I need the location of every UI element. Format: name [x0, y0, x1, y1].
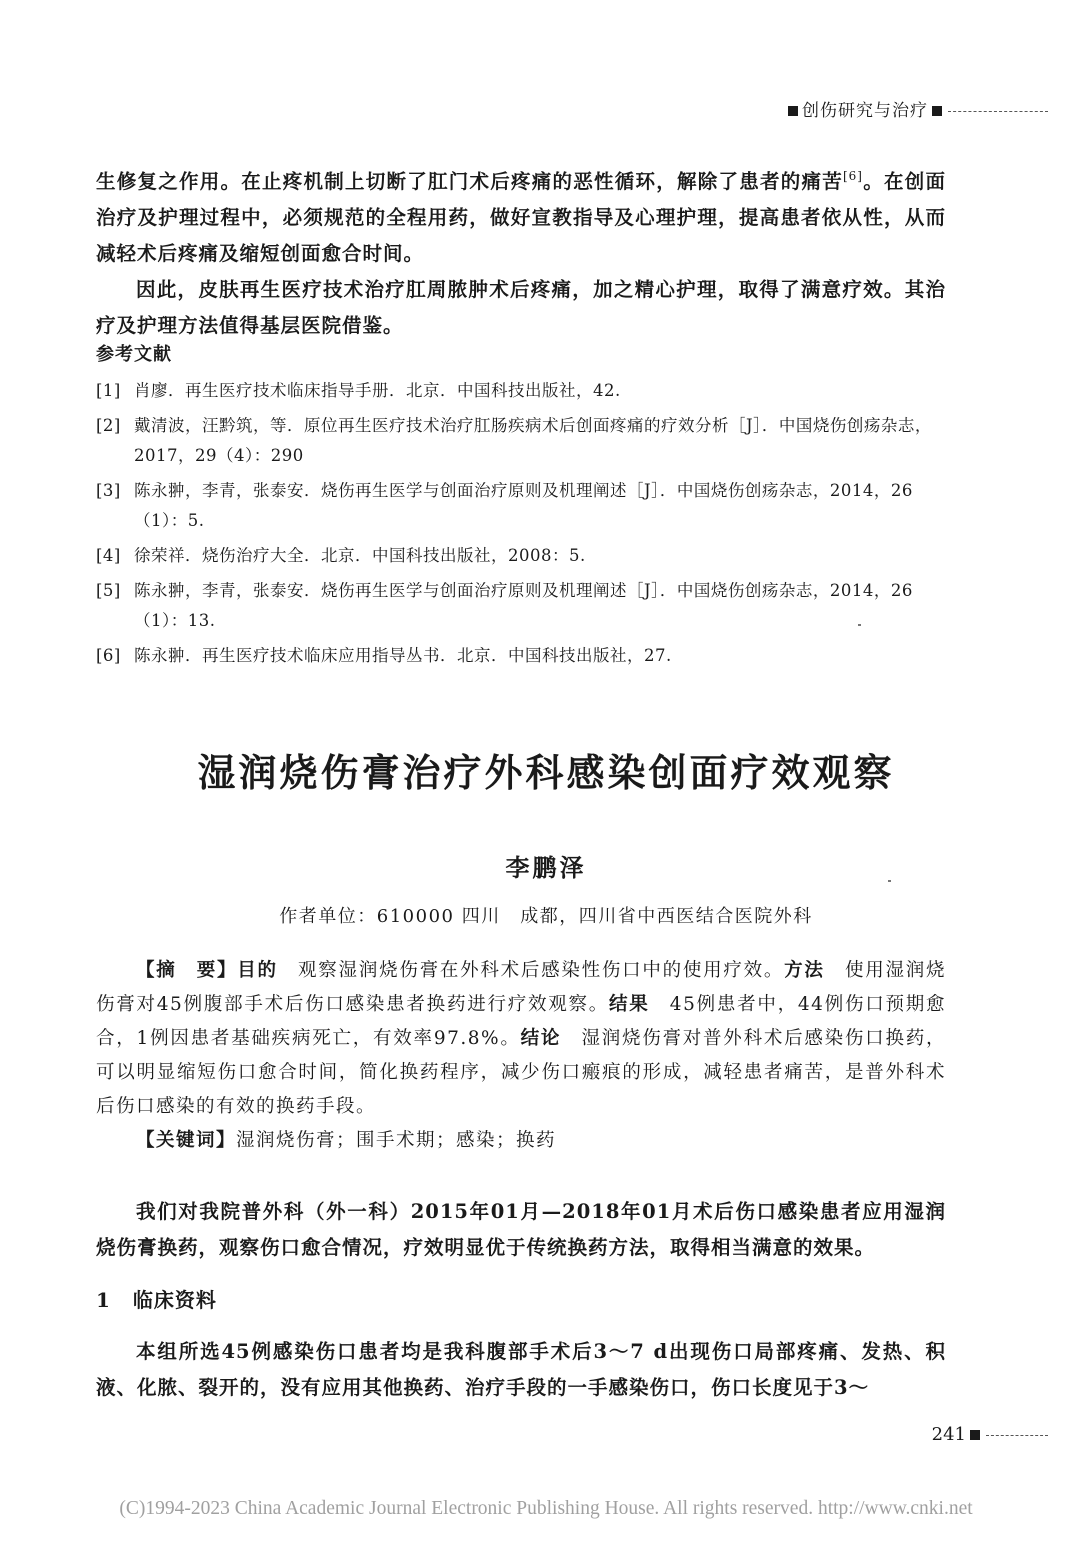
result-text: 45例患者中，44例伤口预期愈合，1例因患者基础疾病死亡，有效率97.8%。: [96, 994, 946, 1049]
section-1-text: 本组所选45例感染伤口患者均是我科腹部手术后3～7 d出现伤口局部疼痛、发热、积液、化脓、裂开的，没有应用其他换药、治疗手段的一手感染伤口，伤口长度见于3～: [96, 1340, 946, 1399]
copyright-notice: (C)1994-2023 China Academic Journal Electronic Publishing House. All rights reserved. http://www.cnki.net: [119, 1498, 973, 1519]
continued-p1-text: 生修复之作用。在止疼机制上切断了肛门术后疼痛的恶性循环，解除了患者的痛苦: [96, 170, 843, 193]
reference-item: [96, 376, 956, 406]
section-number: 1: [96, 1288, 111, 1312]
reference-item: [96, 541, 956, 571]
method-text: 使用湿润烧伤膏对45例腹部手术后伤口感染患者换药进行疗效观察。: [96, 960, 946, 1015]
running-header-text: 创伤研究与治疗: [802, 101, 928, 121]
reference-list: [96, 376, 956, 676]
abstract: [96, 954, 946, 1124]
citation-6: [6]: [842, 169, 863, 183]
reference-text: 戴清波，汪黔筑，等．原位再生医疗技术治疗肛肠疾病术后创面疼痛的疗效分析［J］．中国烧伤创疡杂志，2017，29（4）：290: [134, 416, 932, 465]
continued-p2-text: 因此，皮肤再生医疗技术治疗肛周脓肿术后疼痛，加之精心护理，取得了满意疗效。其治疗及护理方法值得基层医院借鉴。: [96, 278, 946, 337]
conclusion-label: 结论: [520, 1028, 562, 1049]
intro-paragraph: [96, 1194, 946, 1266]
abstract-label: 【摘 要】: [136, 960, 238, 981]
reference-number: [5]: [96, 581, 121, 600]
reference-text: 陈永翀，李青，张泰安．烧伤再生医学与创面治疗原则及机理阐述［J］．中国烧伤创疡杂志，2014，26（1）：5.: [134, 481, 913, 530]
method-label: 方法: [784, 960, 825, 981]
running-header: [784, 96, 1048, 121]
reference-text: 陈永翀，李青，张泰安．烧伤再生医学与创面治疗原则及机理阐述［J］．中国烧伤创疡杂志，2014，26（1）：13.: [134, 581, 913, 630]
section-title: 临床资料: [132, 1288, 217, 1312]
reference-text: 陈永翀．再生医疗技术临床应用指导丛书．北京．中国科技出版社，27.: [134, 646, 672, 665]
objective-label: 目的: [237, 960, 278, 981]
header-dashed-rule: [948, 111, 1048, 112]
page-number-text: 241: [931, 1424, 966, 1445]
article-author: 李鹏泽: [505, 853, 587, 882]
reference-text: 徐荣祥．烧伤治疗大全．北京．中国科技出版社，2008：5.: [134, 546, 586, 565]
reference-number: [6]: [96, 646, 121, 665]
reference-number: [4]: [96, 546, 121, 565]
references-heading: 参考文献: [96, 344, 172, 365]
conclusion-text: 湿润烧伤膏对普外科术后感染伤口换药，可以明显缩短伤口愈合时间，简化换药程序，减少伤口瘢痕的形成，减轻患者痛苦，是普外科术后伤口感染的有效的换药手段。: [96, 1028, 946, 1117]
square-bullet-icon: [932, 106, 942, 116]
objective-text: 观察湿润烧伤膏在外科术后感染性伤口中的使用疗效。: [277, 960, 785, 981]
keywords-label: 【关键词】: [136, 1130, 237, 1151]
reference-item: [96, 476, 956, 536]
article-title: 湿润烧伤膏治疗外科感染创面疗效观察: [197, 751, 895, 795]
footer-dashed-rule: [986, 1435, 1048, 1436]
reference-number: [1]: [96, 381, 121, 400]
reference-number: [2]: [96, 416, 121, 435]
reference-text: 肖廖．再生医疗技术临床指导手册．北京．中国科技出版社，42.: [134, 381, 621, 400]
scan-speck: [858, 624, 861, 626]
square-bullet-icon: [788, 106, 798, 116]
intro-text: 我们对我院普外科（外一科）2015年01月—2018年01月术后伤口感染患者应用湿润烧伤膏换药，观察伤口愈合情况，疗效明显优于传统换药方法，取得相当满意的效果。: [96, 1200, 946, 1259]
keywords: [96, 1124, 946, 1158]
page-number: [932, 1424, 1048, 1445]
reference-item: [96, 576, 956, 636]
reference-item: [96, 411, 956, 471]
keywords-text: 湿润烧伤膏；围手术期；感染；换药: [236, 1130, 557, 1151]
continued-p1-tail: 。在创面治疗及护理过程中，必须规范的全程用药，做好宣教指导及心理护理，提高患者依从性，从而减轻术后疼痛及缩短创面愈合时间。: [96, 170, 946, 265]
continued-paragraph-2: [96, 272, 946, 344]
section-1-paragraph: [96, 1334, 946, 1406]
section-1-heading: [96, 1284, 217, 1313]
continued-paragraph-1: [96, 164, 946, 272]
result-label: 结果: [609, 994, 650, 1015]
author-affiliation: 作者单位：610000 四川 成都，四川省中西医结合医院外科: [279, 906, 813, 927]
square-bullet-icon: [970, 1430, 980, 1440]
reference-number: [3]: [96, 481, 121, 500]
reference-item: [96, 641, 956, 671]
